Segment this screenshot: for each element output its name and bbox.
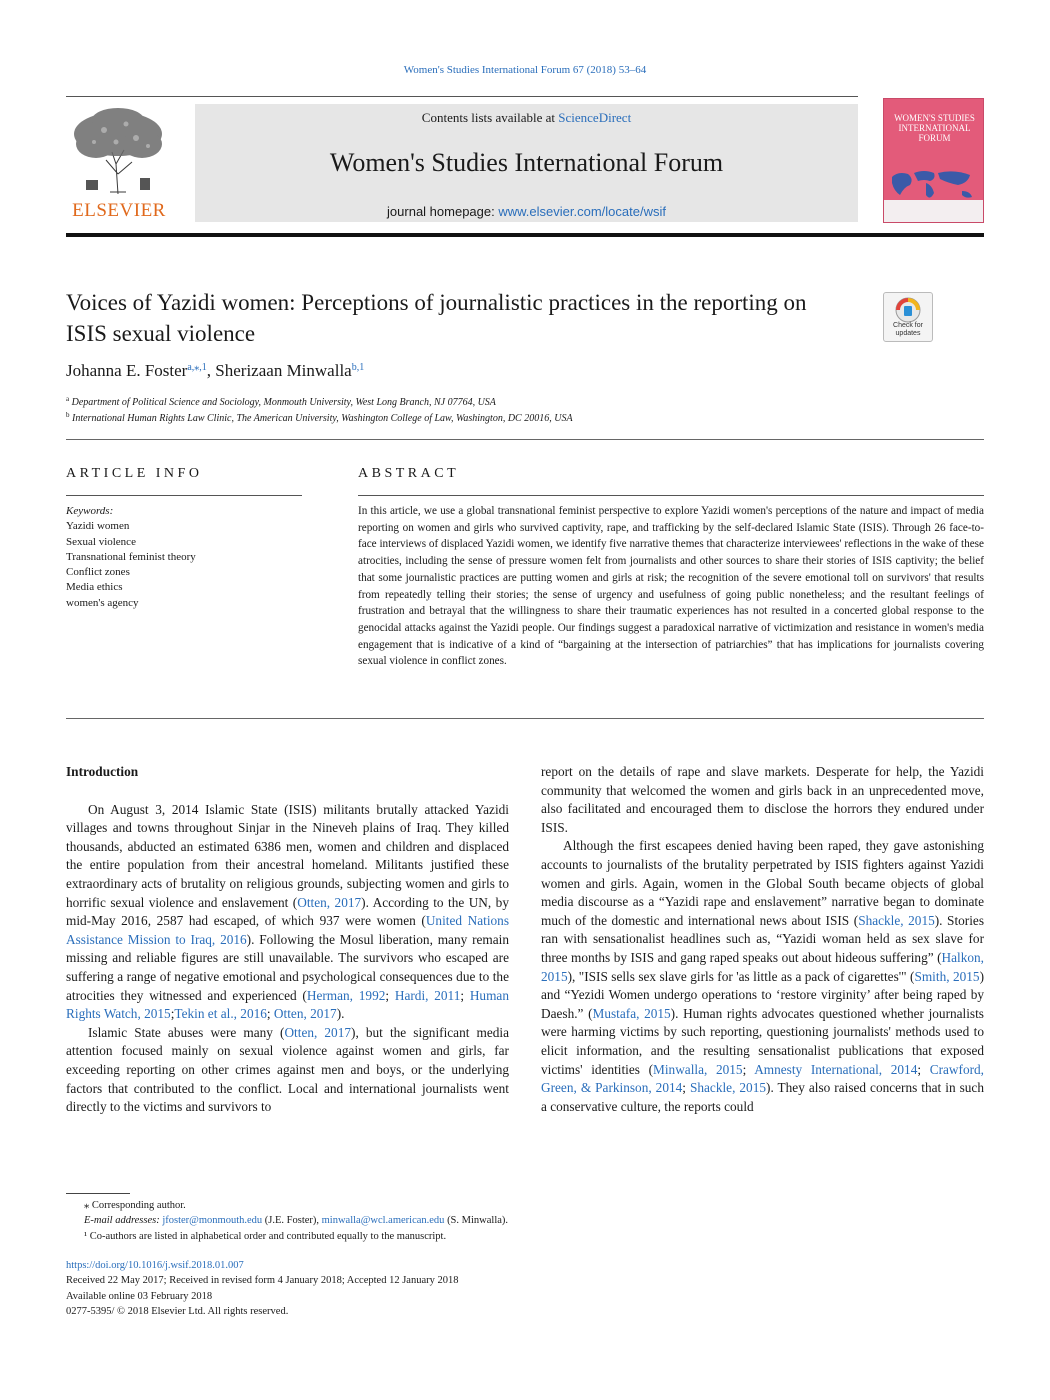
citation-link[interactable]: Minwalla, 2015: [653, 1061, 743, 1077]
keyword: Media ethics: [66, 581, 123, 594]
body-paragraph: [541, 763, 984, 837]
copyright: 0277-5395/ © 2018 Elsevier Ltd. All rights reserved.: [66, 1305, 289, 1317]
journal-banner: [195, 104, 858, 222]
journal-cover-thumbnail[interactable]: [883, 98, 984, 223]
email-note: [66, 1213, 966, 1228]
author-list: [66, 361, 766, 381]
affiliation-text: Department of Political Science and Sociology, Monmouth University, West Long Branch, NJ 07764, USA: [71, 397, 496, 408]
citation-link[interactable]: Halkon, 2015: [541, 949, 984, 984]
cover-title: WOMEN'S STUDIES INTERNATIONAL FORUM: [894, 113, 975, 143]
homepage-prefix: journal homepage:: [387, 204, 499, 219]
citation-link[interactable]: Otten, 2017: [273, 1006, 337, 1022]
paragraph-text: ;: [682, 1080, 690, 1096]
keyword: Sexual violence: [66, 535, 136, 548]
abstract-divider: [66, 718, 984, 719]
paragraph-text: ). According to the UN, by mid-May 2016, 2587 had escaped, of which 937 were women (: [66, 894, 509, 929]
check-for-updates-badge[interactable]: [883, 292, 933, 342]
contents-prefix: Contents lists available at: [421, 110, 559, 125]
paragraph-text: ). Human rights advocates questioned whether journalists were harming victims by such reporting, questioning journalists' methods used to elicit information, and the resulting sensationalist publications that exposed victims' identities (: [541, 1005, 984, 1077]
paragraph-text: ).: [336, 1006, 345, 1022]
article-title: Voices of Yazidi women: Perceptions of journalistic practices in the reporting on ISIS sexual violence: [66, 290, 807, 346]
body-paragraph: [66, 1024, 509, 1117]
article-info-rule: [66, 495, 302, 496]
affiliation-a: [66, 395, 966, 408]
citation-link[interactable]: Mustafa, 2015: [592, 1005, 671, 1021]
abstract-heading: ABSTRACT: [358, 466, 460, 481]
paragraph-text: ). Following the Mosul liberation, many remain missing and reliable figures are still unavailable. The survivors who escaped are suffering a range of negative emotional and psychological consequences due to the atrocities they witnessed and experienced (: [66, 931, 509, 1003]
paragraph-text: report on the details of rape and slave markets. Desperate for help, the Yazidi community that welcomed the women and girls back in an unprecedented move, also facilitated and encouraged them to disclose the horrors they endured under ISIS.: [541, 764, 984, 835]
paragraph-text: Islamic State abuses were many (: [88, 1024, 285, 1040]
keyword: Conflict zones: [66, 566, 130, 579]
author-name[interactable]: Sherizaan Minwalla: [215, 361, 352, 380]
email-link[interactable]: jfoster@monmouth.edu: [162, 1215, 263, 1227]
citation-link[interactable]: Herman, 1992: [306, 987, 386, 1003]
coauthor-note: ¹ Co-authors are listed in alphabetical order and contributed equally to the manuscript.: [84, 1230, 447, 1242]
paragraph-text: ). They also raised concerns that in such a conservative culture, the reports could: [541, 1080, 984, 1114]
paragraph-text: ;: [742, 1061, 755, 1077]
body-paragraph: [66, 801, 509, 1024]
doi-link[interactable]: https://doi.org/10.1016/j.wsif.2018.01.007: [66, 1260, 244, 1271]
body-column-right: [541, 763, 984, 1116]
homepage-link[interactable]: www.elsevier.com/locate/wsif: [498, 204, 666, 219]
keyword: Transnational feminist theory: [66, 550, 196, 563]
header-top-rule: [66, 96, 858, 97]
citation-link[interactable]: Shackle, 2015: [689, 1080, 767, 1096]
tree-logo-icon: [66, 104, 172, 196]
elsevier-logo: [66, 104, 172, 222]
paragraph-text: ), "ISIS sells sex slave girls for 'as little as a pack of cigarettes'" (: [567, 968, 915, 984]
keyword: Yazidi women: [66, 520, 130, 533]
keywords-block: [66, 504, 302, 611]
email-link[interactable]: minwalla@wcl.american.edu: [321, 1215, 445, 1227]
paragraph-text: ;: [385, 987, 395, 1003]
citation-link[interactable]: Human Rights Watch, 2015: [66, 987, 509, 1022]
right-paragraphs: [541, 763, 984, 1116]
affiliation-mark: b: [66, 411, 70, 419]
author-separator: ,: [206, 361, 216, 380]
corresponding-author-note: ⁎ Corresponding author.: [84, 1200, 186, 1211]
keywords-label: Keywords:: [66, 505, 114, 517]
publisher-wordmark: ELSEVIER: [72, 200, 166, 221]
author-name[interactable]: Johanna E. Foster: [66, 361, 188, 380]
citation-link[interactable]: Smith, 2015: [914, 968, 980, 984]
paragraph-text: ) and “Yezidi Women undergo operations to ‘restore virginity’ after being raped by Daesh.” (: [541, 968, 984, 1021]
email-owner: (S. Minwalla).: [444, 1215, 509, 1227]
footnote-rule: [66, 1193, 130, 1194]
contents-line: [195, 110, 858, 126]
abstract-text: In this article, we use a global transnational feminist perspective to explore Yazidi women's perceptions of the nature and impact of media reporting on women and girls who survived captivity, rape, and trafficking by the self-declared Islamic State (ISIS). Through 26 face-to-face interviews of displaced Yazidi women, we identify five narrative themes that characterize interviewees' reflections in the wake of these atrocities, including the sense of pressure women felt from journalists and other sources to share their stories of ISIS captivity; the belief that some journalistic practices are putting women and girls at risk; the recognition of the severe emotional toll on survivors' that results from repeatedly telling their stories; the sense of urgency and usefulness of going public nonetheless; and the resultant feelings of frustration and betrayal that the willingness to share their traumatic experiences has not resulted in a concerted global response to the genocidal attacks against the Yazidi people. Our findings suggest a paradoxical narrative of victimization and resistance in women's media engagement that is indicative of a kind of “bargaining at the intersection of patriarchies” that has implications for journalists covering sexual violence in conflict zones.: [358, 505, 984, 668]
affiliation-text: International Human Rights Law Clinic, The American University, Washington College of Law, Washington, DC 20016, USA: [72, 413, 573, 424]
paragraph-text: ), but the significant media attention focused mainly on sexual violence against women and girls, far exceeding reporting on other crimes against men and boys, or the underlying factors that contributed to the conflict. Local and international journalists went directly to the victims and survivors to: [66, 1024, 509, 1115]
citation-link[interactable]: Otten, 2017: [284, 1024, 352, 1040]
paragraph-text: ). Stories ran with sensationalist headlines such as, “Yazidi woman held as sex slave for three months by ISIS and gang raped speaks out about hideous suffering” (: [541, 912, 984, 965]
cover-footer: [884, 200, 983, 222]
paragraph-text: Although the first escapees denied having been raped, they gave astonishing accounts to journalists of the brutality perpetrated by ISIS fighters against Yazidi women and girls. Again, women in the Global South became objects of global media discourse as a “Yazidi rape and enslavement” narrative began to dominate much of the domestic and international news about ISIS (: [541, 838, 984, 928]
author-marks[interactable]: b,1: [351, 362, 365, 373]
keyword: women's agency: [66, 596, 139, 609]
affiliation-b: [66, 411, 966, 424]
title-divider: [66, 439, 984, 440]
paragraph-text: On August 3, 2014 Islamic State (ISIS) militants brutally attacked Yazidi villages and towns throughout Sinjar in the Nineveh plains of Iraq. They killed thousands, abducted an estimated 6386 men, women and children and displaced the entire population from their ancestral homeland. Militants justified these extraordinary acts of brutality on religious grounds, subjecting women and girls to horrific sexual violence and enslavement (: [66, 801, 509, 910]
footnotes: [66, 1198, 966, 1244]
email-owner: (J.E. Foster),: [262, 1215, 322, 1227]
introduction-heading: Introduction: [66, 764, 139, 779]
check-updates-label: Check for updates: [893, 322, 923, 337]
abstract-rule: [358, 495, 984, 496]
world-map-icon: [884, 165, 983, 205]
citation-link[interactable]: Crawford, Green, & Parkinson, 2014: [541, 1061, 984, 1096]
email-label: E-mail addresses:: [84, 1215, 163, 1227]
available-online: Available online 03 February 2018: [66, 1290, 213, 1302]
paragraph-text: ;: [460, 987, 470, 1003]
citation-link[interactable]: United Nations Assistance Mission to Iraq, 2016: [66, 913, 509, 947]
header-thick-rule: [66, 233, 984, 237]
homepage-line: [195, 204, 858, 219]
body-column-left: [66, 763, 509, 1117]
paragraph-text: ;: [170, 1006, 175, 1022]
journal-title: Women's Studies International Forum: [329, 148, 724, 177]
citation-link[interactable]: Hardi, 2011: [394, 987, 461, 1003]
author-marks[interactable]: a,⁎,1: [187, 362, 207, 373]
received-dates: Received 22 May 2017; Received in revised form 4 January 2018; Accepted 12 January 2018: [66, 1275, 459, 1287]
paragraph-text: ;: [917, 1061, 930, 1077]
citation-link[interactable]: Amnesty International, 2014: [754, 1061, 918, 1077]
citation-link[interactable]: Shackle, 2015: [858, 912, 935, 928]
sciencedirect-link[interactable]: ScienceDirect: [558, 110, 632, 125]
citation-link[interactable]: Tekin et al., 2016: [174, 1006, 267, 1022]
article-info-heading: ARTICLE INFO: [66, 466, 203, 481]
paragraph-text: ;: [266, 1006, 274, 1022]
publication-info: [66, 1258, 966, 1319]
affiliation-mark: a: [66, 395, 70, 403]
citation-link[interactable]: Otten, 2017: [297, 894, 362, 910]
body-paragraph: [541, 837, 984, 1116]
journal-citation-link[interactable]: Women's Studies International Forum 67 (2018) 53–64: [403, 64, 647, 76]
left-paragraphs: [66, 801, 509, 1117]
